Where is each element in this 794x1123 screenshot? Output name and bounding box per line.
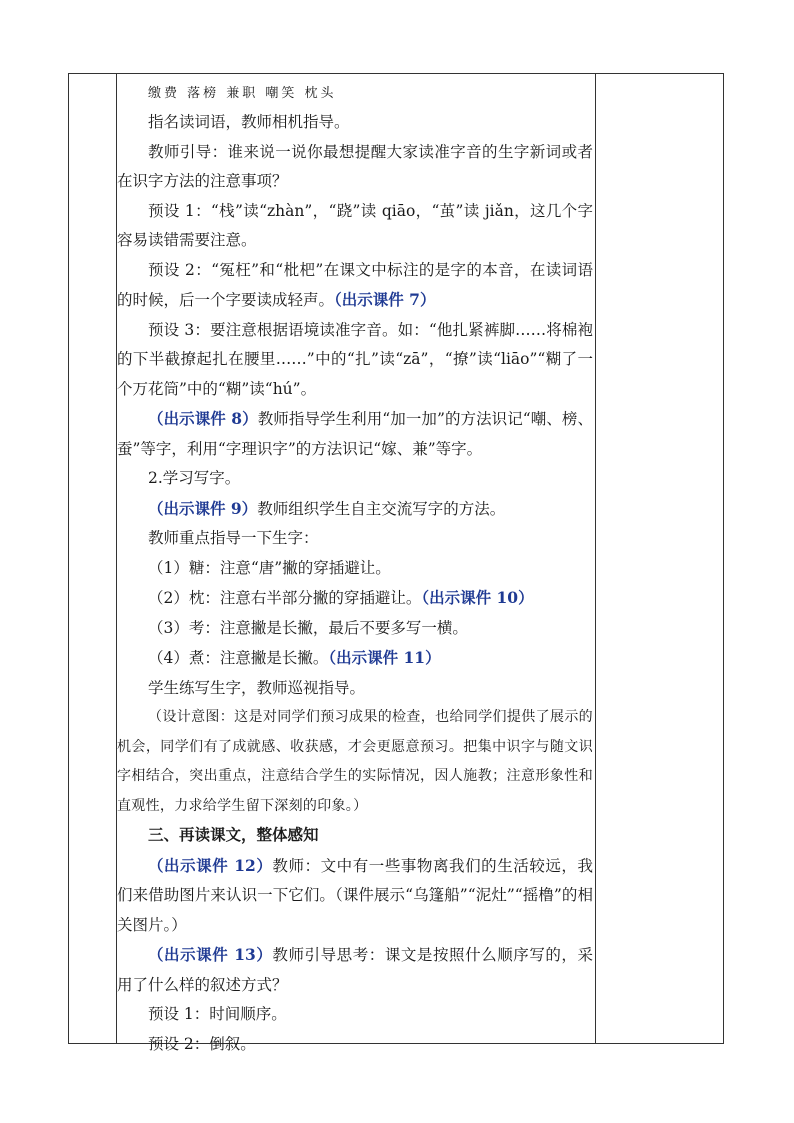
vocab-words: 缴费 落榜 兼职 嘲笑 枕头 xyxy=(148,86,337,101)
courseware-ref: （出示课件 8） xyxy=(148,409,258,428)
paragraph-text: （4）煮：注意撇是长撇。 xyxy=(148,649,329,667)
column-divider-right xyxy=(595,73,596,1044)
paragraph: 教师重点指导一下生字： xyxy=(148,529,319,547)
courseware-ref: （出示课件 10） xyxy=(421,588,534,607)
list-item: （1）糖：注意“唐”撇的穿插避让。 xyxy=(148,558,391,577)
paragraph: 指名读词语，教师相机指导。 xyxy=(148,113,350,131)
paragraph: 学生练写生字，教师巡视指导。 xyxy=(148,678,366,697)
paragraph xyxy=(117,404,593,464)
paragraph-text: 教师：文中有一些事物离我们的生活较远，我们来借助图片来认识一下它们。（课件展示“乌篷船”“泥灶”“摇橹”的相关图片。） xyxy=(117,856,593,934)
paragraph xyxy=(117,851,593,941)
paragraph xyxy=(117,256,593,316)
paragraph: 预设 3：要注意根据语境读准字音。如：“他扎紧裤脚……将棉袍的下半截撩起扎在腰里……”中的“扎”读“zā”，“撩”读“liāo”“糊了一个万花筒”中的“糊”读“hú”。 xyxy=(117,320,593,398)
paragraph: 2.学习写字。 xyxy=(148,469,241,487)
paragraph: 教师引导：谁来说一说你最想提醒大家读准字音的生字新词或者在识字方法的注意事项？ xyxy=(117,142,593,190)
paragraph-text: 教师指导学生利用“加一加”的方法识记“嘲、榜、蚕”等字，利用“字理识字”的方法识记“嫁、兼”等字。 xyxy=(117,410,593,458)
design-intent: （设计意图：这是对同学们预习成果的检查，也给同学们提供了展示的机会，同学们有了成就感、收获感，才会更愿意预习。把集中识字与随文识字相结合，突出重点，注意结合学生的实际情况，因人施教；注意形象性和直观性，力求给学生留下深刻的印象。） xyxy=(117,709,593,814)
paragraph: 预设 1：时间顺序。 xyxy=(148,1005,287,1023)
section-heading: 三、再读课文，整体感知 xyxy=(148,826,319,844)
courseware-ref: （出示课件 9） xyxy=(148,498,258,518)
paragraph-text: 预设 2：“冤枉”和“枇杷”在课文中标注的是字的本音，在读词语的时候，后一个字要读成轻声。 xyxy=(117,260,593,309)
paragraph: 预设 2：倒叙。 xyxy=(148,1034,256,1053)
paragraph-text: （2）枕：注意右半部分撇的穿插避让。 xyxy=(148,589,422,607)
paragraph-text: 教师引导思考：课文是按照什么顺序写的，采用了什么样的叙述方式？ xyxy=(117,946,593,994)
courseware-ref: （出示课件 7） xyxy=(334,290,436,309)
list-item xyxy=(117,643,593,674)
list-item xyxy=(117,583,593,614)
list-item: （3）考：注意撇是长撇，最后不要多写一横。 xyxy=(148,618,468,637)
paragraph xyxy=(117,494,593,525)
lesson-content xyxy=(117,80,593,1059)
paragraph xyxy=(117,940,593,1000)
courseware-ref: （出示课件 11） xyxy=(328,648,441,667)
paragraph: 预设 1：“栈”读“zhàn”，“跷”读 qiāo，“茧”读 jiǎn，这几个字容易读错需要注意。 xyxy=(117,201,593,249)
courseware-ref: （出示课件 12） xyxy=(148,855,273,875)
paragraph-text: 教师组织学生自主交流写字的方法。 xyxy=(257,499,506,518)
courseware-ref: （出示课件 13） xyxy=(148,945,273,964)
